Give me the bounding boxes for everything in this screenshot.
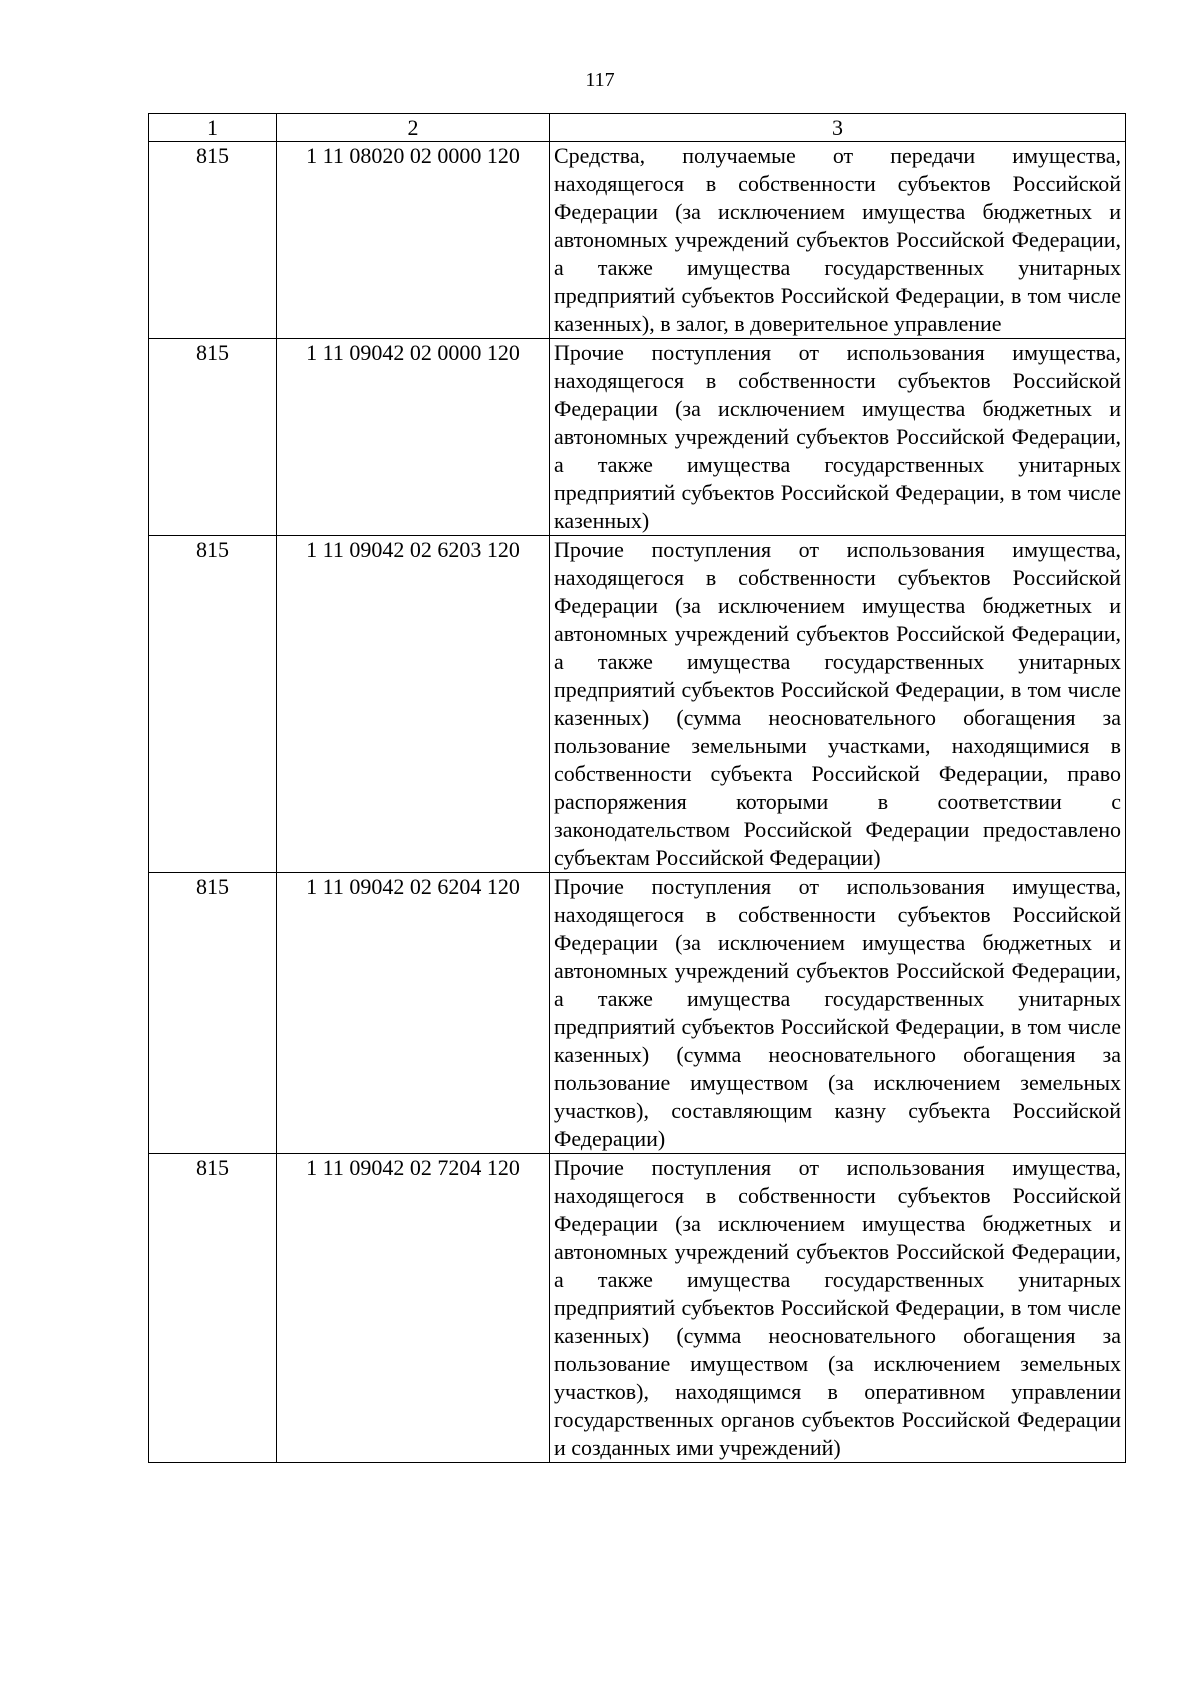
budget-classification-code-cell: 1 11 09042 02 6204 120 xyxy=(277,873,550,1154)
income-description-cell: Прочие поступления от использования имущества, находящегося в собственности субъектов Российской Федерации (за исключением имущества бюджетных и автономных учреждений субъектов Российской Федерации, а также имущества государственных унитарных предприятий субъектов Российской Федерации, в том числе казенных) (сумма неосновательного обогащения за пользование земельными участками, находящимися в собственности субъекта Российской Федерации, право распоряжения которыми в соответствии с законодательством Российской Федерации предоставлено субъектам Российской Федерации) xyxy=(550,536,1126,873)
budget-classification-code-cell: 1 11 09042 02 7204 120 xyxy=(277,1154,550,1463)
table-row xyxy=(149,1154,1126,1463)
table-row xyxy=(149,142,1126,339)
income-description-cell: Прочие поступления от использования имущества, находящегося в собственности субъектов Российской Федерации (за исключением имущества бюджетных и автономных учреждений субъектов Российской Федерации, а также имущества государственных унитарных предприятий субъектов Российской Федерации, в том числе казенных) xyxy=(550,339,1126,536)
budget-classification-code-cell: 1 11 09042 02 6203 120 xyxy=(277,536,550,873)
admin-code-cell: 815 xyxy=(149,873,277,1154)
admin-code-cell: 815 xyxy=(149,142,277,339)
admin-code-cell: 815 xyxy=(149,1154,277,1463)
budget-classification-code-cell: 1 11 08020 02 0000 120 xyxy=(277,142,550,339)
table-header-row xyxy=(149,114,1126,142)
page-number: 117 xyxy=(585,69,615,91)
income-description-cell: Прочие поступления от использования имущества, находящегося в собственности субъектов Российской Федерации (за исключением имущества бюджетных и автономных учреждений субъектов Российской Федерации, а также имущества государственных унитарных предприятий субъектов Российской Федерации, в том числе казенных) (сумма неосновательного обогащения за пользование имуществом (за исключением земельных участков), составляющим казну субъекта Российской Федерации) xyxy=(550,873,1126,1154)
column-header-1: 1 xyxy=(149,114,277,142)
income-description-cell: Средства, получаемые от передачи имущества, находящегося в собственности субъектов Российской Федерации (за исключением имущества бюджетных и автономных учреждений субъектов Российской Федерации, а также имущества государственных унитарных предприятий субъектов Российской Федерации, в том числе казенных), в залог, в доверительное управление xyxy=(550,142,1126,339)
column-header-2: 2 xyxy=(277,114,550,142)
table-row xyxy=(149,873,1126,1154)
income-description-cell: Прочие поступления от использования имущества, находящегося в собственности субъектов Российской Федерации (за исключением имущества бюджетных и автономных учреждений субъектов Российской Федерации, а также имущества государственных унитарных предприятий субъектов Российской Федерации, в том числе казенных) (сумма неосновательного обогащения за пользование имуществом (за исключением земельных участков), находящимся в оперативном управлении государственных органов субъектов Российской Федерации и созданных ими учреждений) xyxy=(550,1154,1126,1463)
table-row xyxy=(149,339,1126,536)
budget-codes-table xyxy=(148,113,1126,1463)
admin-code-cell: 815 xyxy=(149,339,277,536)
admin-code-cell: 815 xyxy=(149,536,277,873)
table-row xyxy=(149,536,1126,873)
budget-classification-code-cell: 1 11 09042 02 0000 120 xyxy=(277,339,550,536)
column-header-3: 3 xyxy=(550,114,1126,142)
